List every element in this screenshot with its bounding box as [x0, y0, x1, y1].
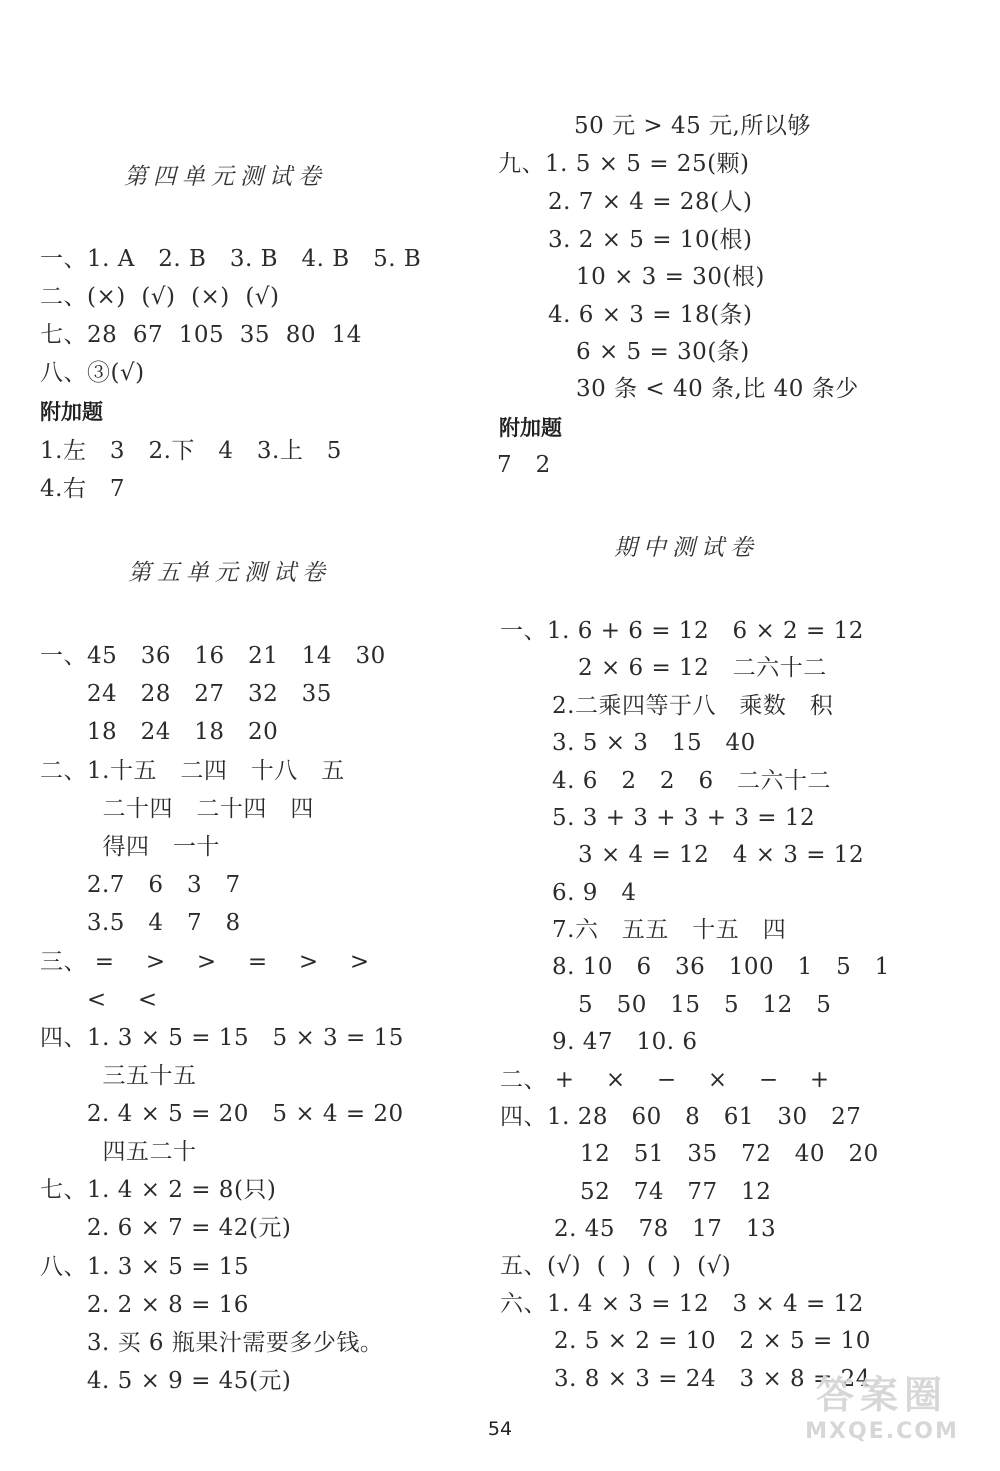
- right-top-line-4: 3. 2 × 5 = 10(根): [548, 227, 753, 253]
- unit5-line-2: 24 28 27 32 35: [40, 681, 332, 707]
- midterm-line-11: 5 50 15 5 12 5: [578, 992, 832, 1018]
- midterm-line-9: 7.六 五五 十五 四: [552, 917, 787, 943]
- midterm-title: 期中测试卷: [614, 535, 759, 561]
- unit5-line-12: 三五十五: [40, 1063, 197, 1089]
- midterm-line-17: 2. 45 78 17 13: [554, 1216, 777, 1242]
- unit5-line-14: 四五二十: [40, 1139, 197, 1165]
- unit5-line-18: 2. 2 × 8 = 16: [40, 1292, 249, 1318]
- page-number: 54: [487, 1418, 513, 1440]
- right-top-line-8: 30 条 < 40 条,比 40 条少: [576, 376, 859, 402]
- midterm-line-1: 一、1. 6 + 6 = 12 6 × 2 = 12: [500, 618, 864, 644]
- unit4-line-2: 二、(×) (√) (×) (√): [40, 284, 280, 310]
- midterm-line-10: 8. 10 6 36 100 1 5 1: [552, 954, 890, 980]
- midterm-line-16: 52 74 77 12: [580, 1179, 772, 1205]
- midterm-line-2: 2 × 6 = 12 二六十二: [578, 655, 827, 681]
- midterm-line-4: 3. 5 × 3 15 40: [552, 730, 756, 756]
- right-top-line-3: 2. 7 × 4 = 28(人): [548, 189, 753, 215]
- unit4-title: 第四单元测试卷: [124, 164, 327, 190]
- unit5-line-6: 得四 一十: [40, 834, 220, 860]
- unit4-bonus-label: 附加题: [40, 400, 103, 424]
- midterm-line-21: 3. 8 × 3 = 24 3 × 8 = 24: [554, 1366, 871, 1392]
- unit5-line-1: 一、45 36 16 21 14 30: [40, 643, 386, 669]
- unit5-line-8: 3.5 4 7 8: [40, 910, 241, 936]
- unit5-line-20: 4. 5 × 9 = 45(元): [40, 1368, 292, 1394]
- right-top-line-1: 50 元 > 45 元,所以够: [574, 113, 811, 139]
- midterm-line-18: 五、(√) ( ) ( ) (√): [500, 1253, 732, 1279]
- unit5-title: 第五单元测试卷: [128, 560, 331, 586]
- midterm-line-7: 3 × 4 = 12 4 × 3 = 12: [578, 842, 865, 868]
- right-bonus-line: 7 2: [497, 452, 551, 478]
- unit5-line-7: 2.7 6 3 7: [40, 872, 241, 898]
- midterm-line-19: 六、1. 4 × 3 = 12 3 × 4 = 12: [500, 1291, 864, 1317]
- watermark-logo: [782, 1371, 982, 1461]
- unit4-bonus-line-1: 1.左 3 2.下 4 3.上 5: [40, 438, 342, 464]
- watermark-bottom-text: MXQE.COM: [805, 1419, 959, 1444]
- unit4-line-1: 一、1. A 2. B 3. B 4. B 5. B: [40, 246, 422, 272]
- unit4-line-4: 八、③(√): [40, 360, 145, 386]
- right-top-line-6: 4. 6 × 3 = 18(条): [548, 302, 753, 328]
- midterm-line-14: 四、1. 28 60 8 61 30 27: [500, 1104, 862, 1130]
- unit5-line-13: 2. 4 × 5 = 20 5 × 4 = 20: [40, 1101, 404, 1127]
- midterm-line-13: 二、 + × − × − +: [500, 1067, 830, 1093]
- unit4-line-3: 七、28 67 105 35 80 14: [40, 322, 362, 348]
- right-top-line-5: 10 × 3 = 30(根): [576, 264, 765, 290]
- unit5-line-11: 四、1. 3 × 5 = 15 5 × 3 = 15: [40, 1025, 404, 1051]
- right-bonus-label: 附加题: [499, 416, 562, 440]
- unit5-line-5: 二十四 二十四 四: [40, 796, 314, 822]
- midterm-line-12: 9. 47 10. 6: [552, 1029, 698, 1055]
- unit5-line-15: 七、1. 4 × 2 = 8(只): [40, 1177, 277, 1203]
- midterm-line-6: 5. 3 + 3 + 3 + 3 = 12: [552, 805, 816, 831]
- unit4-bonus-line-2: 4.右 7: [40, 476, 126, 502]
- unit5-line-4: 二、1.十五 二四 十八 五: [40, 758, 345, 784]
- right-top-line-7: 6 × 5 = 30(条): [576, 339, 750, 365]
- midterm-line-20: 2. 5 × 2 = 10 2 × 5 = 10: [554, 1328, 871, 1354]
- unit5-line-16: 2. 6 × 7 = 42(元): [40, 1215, 292, 1241]
- midterm-line-8: 6. 9 4: [552, 880, 637, 906]
- unit5-line-19: 3. 买 6 瓶果汁需要多少钱。: [40, 1330, 384, 1356]
- watermark-top-text: 答案圈: [815, 1373, 948, 1417]
- midterm-line-15: 12 51 35 72 40 20: [580, 1141, 879, 1167]
- unit5-line-9: 三、 = > > = > >: [40, 949, 370, 975]
- unit5-line-10: < <: [40, 987, 158, 1013]
- unit5-line-17: 八、1. 3 × 5 = 15: [40, 1254, 250, 1280]
- midterm-line-3: 2.二乘四等于八 乘数 积: [552, 693, 834, 719]
- right-top-line-2: 九、1. 5 × 5 = 25(颗): [498, 151, 750, 177]
- midterm-line-5: 4. 6 2 2 6 二六十二: [552, 768, 832, 794]
- unit5-line-3: 18 24 18 20: [40, 719, 279, 745]
